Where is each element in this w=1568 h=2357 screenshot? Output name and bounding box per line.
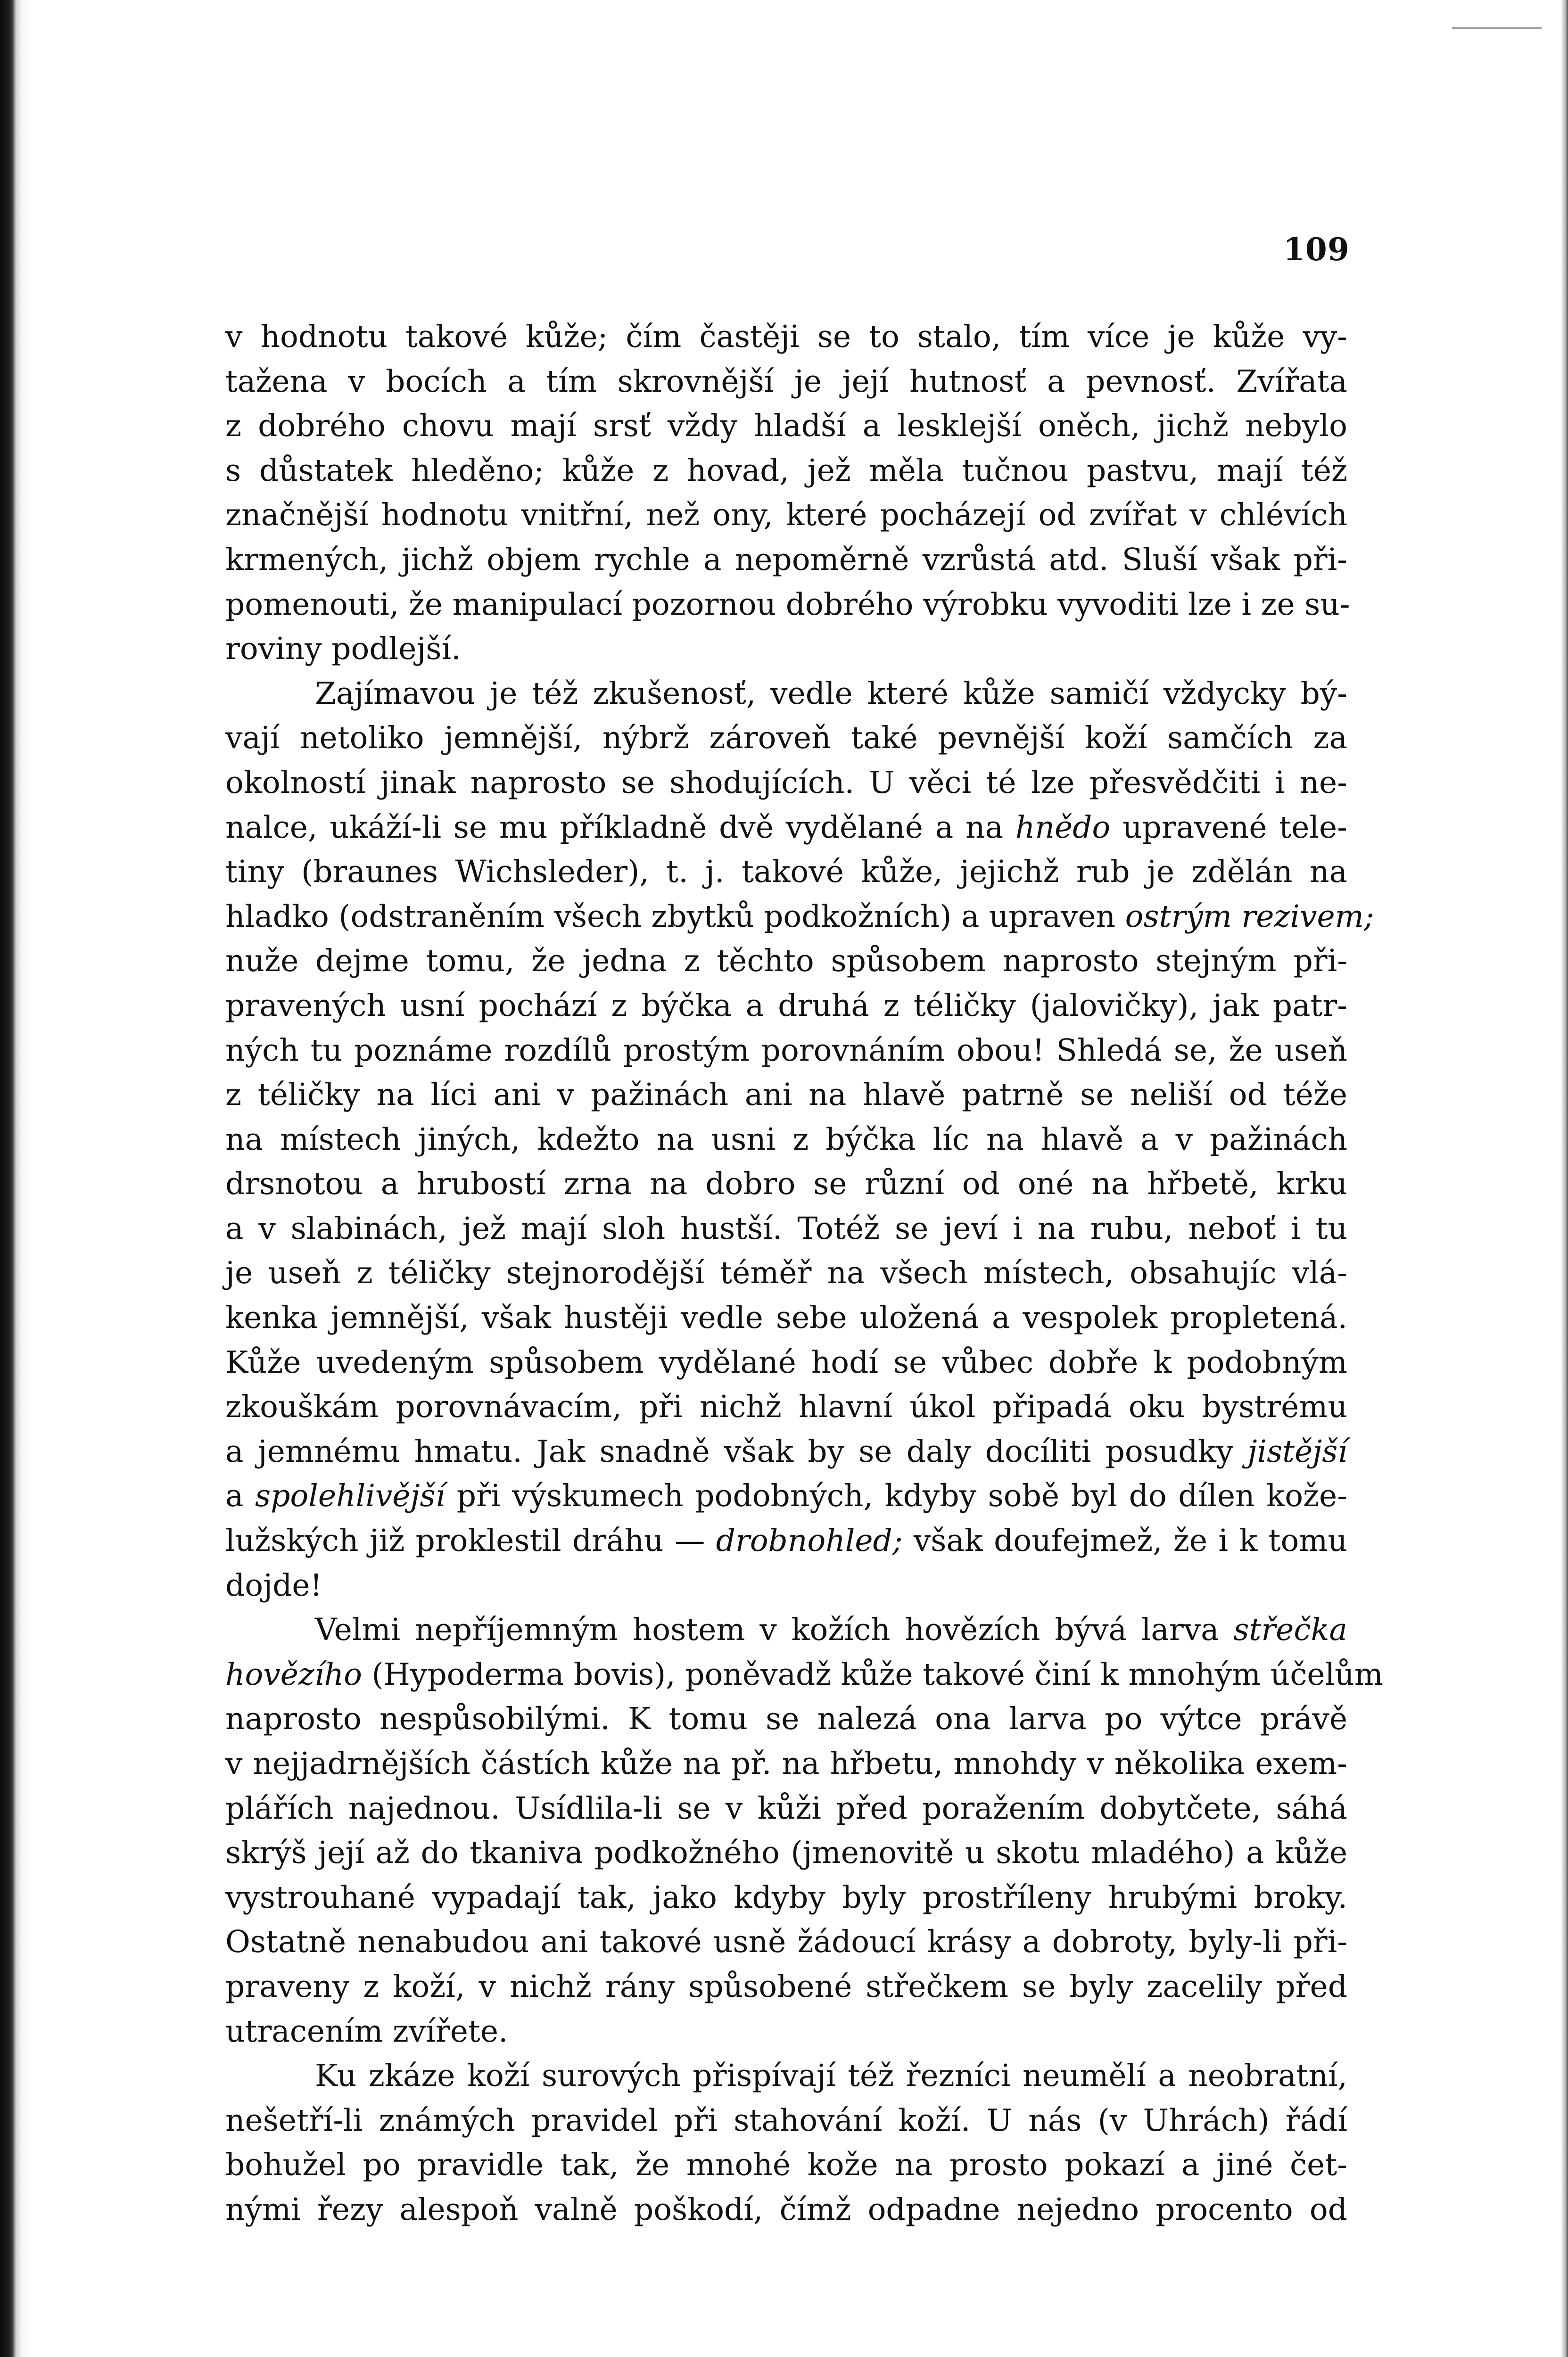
text-line: z dobrého chovu mají srsť vždy hladší a lesklejší oněch, jichž nebylo — [225, 408, 1347, 444]
text-line: utracením zvířete. — [225, 2013, 508, 2049]
text-line: v nejjadrnějších částích kůže na př. na hřbetu, mnohdy v několika exem- — [225, 1746, 1347, 1781]
text-run: lužských již proklestil dráhu — — [225, 1523, 716, 1559]
scan-edge-left — [0, 0, 33, 2357]
scan-mark — [1452, 27, 1542, 29]
text-line: drsnotou a hrubostí zrna na dobro se různí od oné na hřbetě, krku — [225, 1166, 1347, 1202]
text-line: pomenouti, že manipulací pozornou dobrého výrobku vyvoditi lze i ze su- — [225, 586, 1350, 622]
text-run: upravené tele- — [1110, 809, 1347, 845]
emphasized-term: drobnohled; — [716, 1523, 903, 1559]
text-run: a — [225, 1478, 256, 1514]
text-line — [225, 1474, 1347, 1519]
text-line: tiny (braunes Wichsleder), t. j. takové kůže, jejichž rub je zdělán na — [225, 854, 1347, 890]
text-line — [225, 895, 1374, 940]
text-line: praveny z koží, v nichž rány spůsobené střečkem se byly zacelily před — [225, 1969, 1347, 2004]
text-line: plářích najednou. Usídlila-li se v kůži před poražením dobytčete, sáhá — [225, 1790, 1347, 1826]
text-line: značnější hodnotu vnitřní, než ony, které pocházejí od zvířat v chlévích — [225, 497, 1347, 533]
text-line: okolností jinak naprosto se shodujících. U věci té lze přesvědčiti i ne- — [225, 765, 1347, 800]
page-number: 109 — [1283, 231, 1350, 268]
text-line: roviny podlejší. — [225, 631, 461, 667]
text-line: s důstatek hleděno; kůže z hovad, jež měla tučnou pastvu, mají též — [225, 453, 1347, 488]
emphasized-term: hovězího — [225, 1656, 362, 1692]
text-run: (Hypoderma bovis), poněvadž kůže takové činí k mnohým účelům — [362, 1656, 1383, 1692]
emphasized-term: spolehlivější — [255, 1478, 446, 1514]
emphasized-term: hnědo — [1015, 809, 1111, 845]
text-line: Ku zkáze koží surových přispívají též řezníci neumělí a neobratní, — [315, 2058, 1347, 2094]
text-line: dojde! — [225, 1567, 322, 1603]
text-line: naprosto nespůsobilými. K tomu se nalezá ona larva po výtce právě — [225, 1701, 1347, 1737]
text-line: Kůže uvedeným spůsobem vydělané hodí se vůbec dobře k podobným — [225, 1344, 1347, 1380]
text-line: kenka jemnější, však hustěji vedle sebe uložená a vespolek propletená. — [225, 1300, 1347, 1336]
text-run: hladko (odstraněním všech zbytků podkožních) a upraven — [225, 898, 1125, 934]
text-line — [225, 1608, 1347, 1653]
text-line: zkouškám porovnávacím, při nichž hlavní úkol připadá oku bystrému — [225, 1389, 1347, 1425]
emphasized-term: střečka — [1233, 1612, 1347, 1648]
text-run: a jemnému hmatu. Jak snadně však by se daly docíliti posudky — [225, 1434, 1248, 1469]
text-line — [225, 1430, 1347, 1475]
text-line: nuže dejme tomu, že jedna z těchto spůsobem naprosto stejným při- — [225, 943, 1347, 979]
text-line — [225, 1653, 1383, 1698]
text-run: při výskumech podobných, kdyby sobě byl do dílen kože- — [445, 1478, 1347, 1514]
text-line — [225, 806, 1347, 850]
text-line: skrýš její až do tkaniva podkožného (jmenovitě u skotu mladého) a kůže — [225, 1835, 1347, 1871]
text-line: pravených usní pochází z býčka a druhá z téličky (jalovičky), jak patr- — [225, 988, 1347, 1023]
text-line: bohužel po pravidle tak, že mnohé kože na prosto pokazí a jiné čet- — [225, 2147, 1347, 2183]
text-line: na místech jiných, kdežto na usni z býčka líc na hlavě a v pažinách — [225, 1121, 1347, 1157]
text-line: nými řezy alespoň valně poškodí, čímž odpadne nejedno procento od — [225, 2192, 1347, 2227]
text-run: nalce, ukáží-li se mu příkladně dvě vydělané a na — [225, 809, 1015, 845]
emphasized-term: jistější — [1247, 1434, 1347, 1469]
text-line: Zajímavou je též zkušenosť, vedle které kůže samičí vždycky bý- — [315, 676, 1347, 711]
text-line: ných tu poznáme rozdílů prostým porovnáním obou! Shledá se, že useň — [225, 1032, 1347, 1068]
text-line: z téličky na líci ani v pažinách ani na hlavě patrně se neliší od téže — [225, 1077, 1347, 1113]
scan-edge-right — [1560, 0, 1568, 2357]
text-run: Velmi nepříjemným hostem v kožích hovězích bývá larva — [315, 1612, 1234, 1648]
text-line: nešetří-li známých pravidel při stahování koží. U nás (v Uhrách) řádí — [225, 2102, 1347, 2138]
text-run: však doufejmež, že i k tomu — [902, 1523, 1347, 1559]
text-line: krmených, jichž objem rychle a nepoměrně vzrůstá atd. Sluší však při- — [225, 542, 1347, 577]
text-line: tažena v bocích a tím skrovnější je její hutnosť a pevnosť. Zvířata — [225, 363, 1347, 399]
text-line — [225, 1519, 1347, 1564]
text-line: vystrouhané vypadají tak, jako kdyby byly prostříleny hrubými broky. — [225, 1879, 1347, 1915]
emphasized-term: ostrým rezivem; — [1125, 898, 1374, 934]
body-text — [225, 315, 1383, 2233]
text-line: vají netoliko jemnější, nýbrž zároveň také pevnější koží samčích za — [225, 720, 1347, 756]
text-line: Ostatně nenabudou ani takové usně žádoucí krásy a dobroty, byly-li při- — [225, 1924, 1347, 1960]
text-line: je useň z téličky stejnorodější téměř na všech místech, obsahujíc vlá- — [225, 1255, 1347, 1291]
text-line: a v slabinách, jež mají sloh hustší. Totéž se jeví i na rubu, neboť i tu — [225, 1211, 1347, 1246]
text-line: v hodnotu takové kůže; čím častěji se to stalo, tím více je kůže vy- — [225, 319, 1347, 354]
